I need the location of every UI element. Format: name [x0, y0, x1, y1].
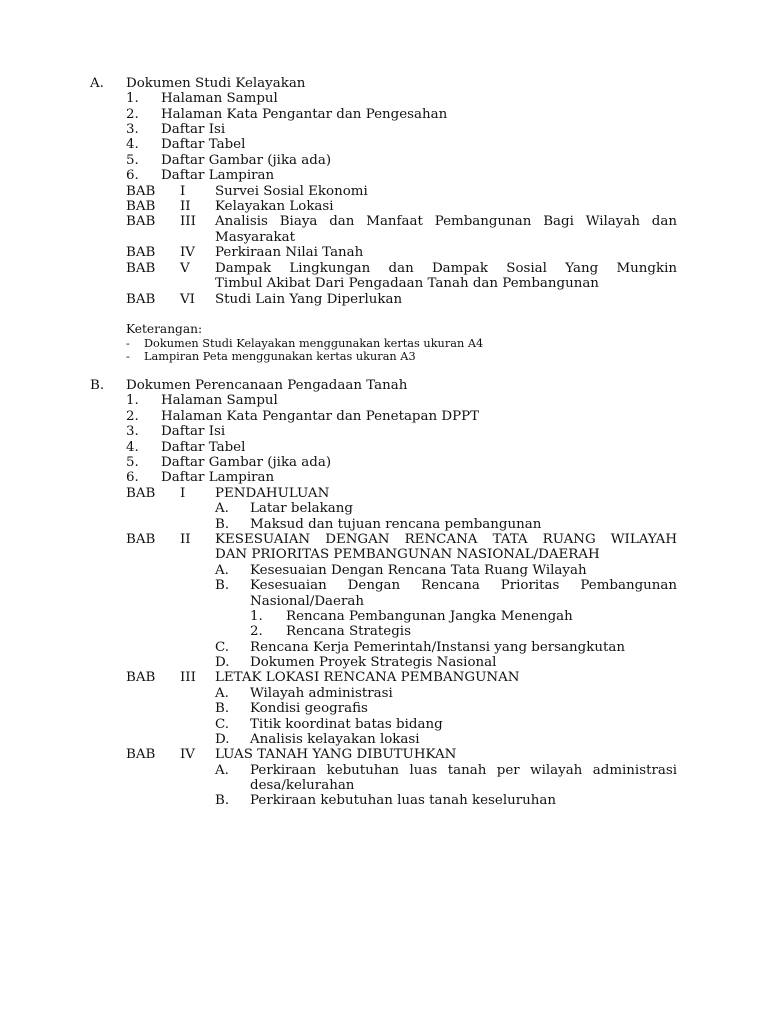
- bab-title: Perkiraan Nilai Tanah: [215, 245, 364, 260]
- bab-label: BAB: [126, 214, 156, 229]
- bab-label: BAB: [126, 261, 156, 276]
- sub-letter: A.: [215, 763, 229, 778]
- bab-roman: II: [180, 532, 191, 547]
- bab-title: Kelayakan Lokasi: [215, 199, 334, 214]
- sub-text: Kondisi geografis: [250, 701, 368, 716]
- bab-label: BAB: [126, 292, 156, 307]
- bab-title-line: Masyarakat: [215, 230, 295, 245]
- bab-row: [0, 670, 768, 686]
- bab-row: [0, 214, 768, 230]
- sub-letter: D.: [215, 732, 230, 747]
- sub-letter: A.: [215, 563, 229, 578]
- note-text: Dokumen Studi Kelayakan menggunakan kertas ukuran A4: [144, 337, 484, 350]
- list-item: [0, 168, 768, 184]
- item-text: Halaman Sampul: [161, 393, 278, 408]
- item-text: Halaman Kata Pengantar dan Penetapan DPPT: [161, 409, 480, 424]
- item-number: 5.: [126, 153, 139, 168]
- sub-item: [0, 686, 768, 702]
- nested-number: 2.: [250, 624, 263, 639]
- item-text: Halaman Kata Pengantar dan Pengesahan: [161, 107, 448, 122]
- bab-label: BAB: [126, 184, 156, 199]
- bab-row: [0, 747, 768, 763]
- bab-roman: II: [180, 199, 191, 214]
- item-number: 2.: [126, 107, 139, 122]
- sub-text: Analisis kelayakan lokasi: [250, 732, 420, 747]
- sub-text-line: desa/kelurahan: [250, 778, 355, 793]
- bab-title-line: Dampak Lingkungan dan Dampak Sosial Yang Mungkin: [215, 261, 677, 276]
- sub-item: [0, 578, 768, 594]
- item-number: 3.: [126, 122, 139, 137]
- bab-roman: V: [180, 261, 190, 276]
- list-item: [0, 122, 768, 138]
- list-item: [0, 440, 768, 456]
- bab-roman: IV: [180, 245, 195, 260]
- item-number: 3.: [126, 424, 139, 439]
- bab-title-line: KESESUAIAN DENGAN RENCANA TATA RUANG WILAYAH: [215, 532, 677, 547]
- item-text: Daftar Gambar (jika ada): [161, 455, 332, 470]
- sub-item: [0, 717, 768, 733]
- item-number: 4.: [126, 440, 139, 455]
- item-number: 1.: [126, 91, 139, 106]
- section-letter: B.: [90, 378, 105, 393]
- bab-title: PENDAHULUAN: [215, 486, 330, 501]
- bab-row-continued: [0, 547, 768, 563]
- sub-item: [0, 732, 768, 748]
- list-item: [0, 455, 768, 471]
- bab-roman: III: [180, 670, 196, 685]
- sub-letter: B.: [215, 517, 230, 532]
- list-item: [0, 137, 768, 153]
- sub-item: [0, 501, 768, 517]
- section-letter: A.: [90, 76, 104, 91]
- bab-row-continued: [0, 276, 768, 292]
- bab-row: [0, 261, 768, 277]
- bab-row-continued: [0, 230, 768, 246]
- section-a-heading: [0, 76, 768, 92]
- list-item: [0, 91, 768, 107]
- item-text: Daftar Lampiran: [161, 470, 275, 485]
- item-number: 4.: [126, 137, 139, 152]
- bab-label: BAB: [126, 670, 156, 685]
- sub-text: Maksud dan tujuan rencana pembangunan: [250, 517, 542, 532]
- sub-text-line: Kesesuaian Dengan Rencana Prioritas Pembangunan: [250, 578, 677, 593]
- list-item: [0, 153, 768, 169]
- sub-text: Titik koordinat batas bidang: [250, 717, 443, 732]
- bab-title: Survei Sosial Ekonomi: [215, 184, 368, 199]
- list-item: [0, 424, 768, 440]
- bab-title-line: Timbul Akibat Dari Pengadaan Tanah dan Pembangunan: [215, 276, 599, 291]
- sub-text: Perkiraan kebutuhan luas tanah keseluruhan: [250, 793, 556, 808]
- item-number: 6.: [126, 168, 139, 183]
- item-text: Daftar Isi: [161, 424, 226, 439]
- bab-title: LETAK LOKASI RENCANA PEMBANGUNAN: [215, 670, 520, 685]
- sub-text: Rencana Kerja Pemerintah/Instansi yang bersangkutan: [250, 640, 625, 655]
- item-text: Daftar Tabel: [161, 137, 246, 152]
- note-dash: -: [126, 350, 130, 363]
- sub-letter: B.: [215, 578, 230, 593]
- sub-item: [0, 793, 768, 809]
- sub-text-line: Perkiraan kebutuhan luas tanah per wilayah administrasi: [250, 763, 677, 778]
- note-dash: -: [126, 337, 130, 350]
- item-text: Daftar Tabel: [161, 440, 246, 455]
- sub-text: Wilayah administrasi: [250, 686, 393, 701]
- nested-item: [0, 609, 768, 625]
- sub-item: [0, 563, 768, 579]
- sub-letter: B.: [215, 793, 230, 808]
- sub-text: Kesesuaian Dengan Rencana Tata Ruang Wilayah: [250, 563, 587, 578]
- item-number: 2.: [126, 409, 139, 424]
- bab-roman: I: [180, 184, 186, 199]
- list-item: [0, 470, 768, 486]
- list-item: [0, 409, 768, 425]
- bab-row: [0, 245, 768, 261]
- bab-title-line: DAN PRIORITAS PEMBANGUNAN NASIONAL/DAERAH: [215, 547, 600, 562]
- keterangan-label: Keterangan:: [126, 322, 203, 336]
- bab-row: [0, 292, 768, 308]
- sub-letter: C.: [215, 717, 230, 732]
- item-number: 6.: [126, 470, 139, 485]
- sub-item: [0, 517, 768, 533]
- sub-letter: A.: [215, 501, 229, 516]
- nested-number: 1.: [250, 609, 263, 624]
- bab-row: [0, 184, 768, 200]
- sub-item: [0, 655, 768, 671]
- bab-label: BAB: [126, 199, 156, 214]
- bab-title: LUAS TANAH YANG DIBUTUHKAN: [215, 747, 457, 762]
- bab-row: [0, 486, 768, 502]
- bab-roman: IV: [180, 747, 195, 762]
- bab-label: BAB: [126, 747, 156, 762]
- sub-item-continued: [0, 778, 768, 794]
- list-item: [0, 107, 768, 123]
- bab-row: [0, 532, 768, 548]
- sub-item-continued: [0, 594, 768, 610]
- sub-item: [0, 701, 768, 717]
- note-item: [0, 349, 768, 365]
- note-text: Lampiran Peta menggunakan kertas ukuran A3: [144, 350, 416, 363]
- section-b-heading: [0, 378, 768, 394]
- bab-title-line: Analisis Biaya dan Manfaat Pembangunan Bagi Wilayah dan: [215, 214, 677, 229]
- bab-roman: III: [180, 214, 196, 229]
- sub-text: Latar belakang: [250, 501, 353, 516]
- bab-roman: I: [180, 486, 186, 501]
- item-text: Daftar Gambar (jika ada): [161, 153, 332, 168]
- item-number: 1.: [126, 393, 139, 408]
- item-text: Daftar Isi: [161, 122, 226, 137]
- nested-item: [0, 624, 768, 640]
- sub-letter: B.: [215, 701, 230, 716]
- sub-letter: D.: [215, 655, 230, 670]
- sub-text-line: Nasional/Daerah: [250, 594, 364, 609]
- item-text: Halaman Sampul: [161, 91, 278, 106]
- section-title: Dokumen Perencanaan Pengadaan Tanah: [126, 378, 408, 393]
- bab-title: Studi Lain Yang Diperlukan: [215, 292, 403, 307]
- sub-letter: C.: [215, 640, 230, 655]
- bab-roman: VI: [180, 292, 195, 307]
- sub-item: [0, 763, 768, 779]
- sub-text: Dokumen Proyek Strategis Nasional: [250, 655, 497, 670]
- list-item: [0, 393, 768, 409]
- nested-text: Rencana Pembangunan Jangka Menengah: [286, 609, 573, 624]
- bab-label: BAB: [126, 486, 156, 501]
- item-text: Daftar Lampiran: [161, 168, 275, 183]
- bab-label: BAB: [126, 532, 156, 547]
- nested-text: Rencana Strategis: [286, 624, 411, 639]
- section-title: Dokumen Studi Kelayakan: [126, 76, 306, 91]
- sub-letter: A.: [215, 686, 229, 701]
- sub-item: [0, 640, 768, 656]
- bab-row: [0, 199, 768, 215]
- bab-label: BAB: [126, 245, 156, 260]
- item-number: 5.: [126, 455, 139, 470]
